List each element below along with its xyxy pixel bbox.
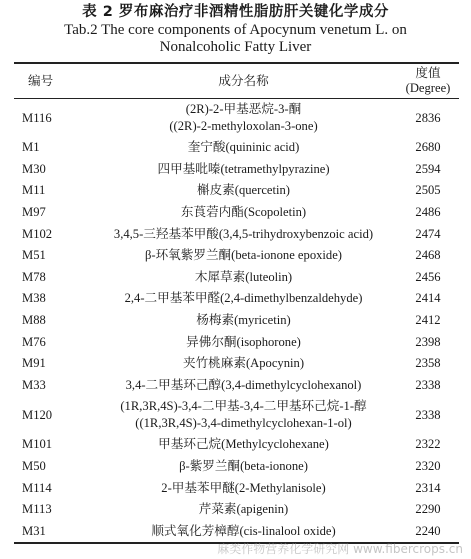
cell-id: M114 (22, 480, 52, 495)
table-title-en-line2: Nonalcoholic Fatty Liver (159, 39, 312, 55)
cell-name-line: 顺式氧化芳樟醇(cis-linalool oxide) (151, 523, 336, 538)
cell-id: M76 (22, 334, 46, 349)
components-table (14, 62, 459, 544)
cell-name-line: 夹竹桃麻素(Apocynin) (182, 356, 305, 371)
cell-id: M88 (22, 313, 46, 328)
cell-id: M120 (22, 407, 53, 422)
table-row (14, 331, 459, 353)
cell-name-line: β-环氧紫罗兰酮(beta-ionone epoxide) (144, 248, 342, 263)
cell-name-line: 奎宁酸(quininic acid) (187, 140, 300, 155)
cell-degree: 2456 (415, 269, 441, 284)
cell-name-line: 甲基环己烷(Methylcyclohexane) (158, 437, 329, 452)
cell-id: M38 (22, 291, 46, 306)
cell-degree: 2320 (415, 459, 441, 474)
cell-name-line: β-紫罗兰酮(beta-ionone) (179, 459, 308, 474)
table-body (14, 99, 459, 544)
table-title-en-line1: Tab.2 The core components of Apocynum venetum L. on (64, 22, 407, 38)
cell-name-line: 东莨菪内酯(Scopoletin) (180, 205, 307, 220)
cell-name (90, 202, 397, 224)
cell-id: M11 (22, 183, 46, 198)
cell-degree: 2414 (415, 291, 441, 306)
header-degree-cn: 度值 (415, 66, 441, 80)
cell-name-line: 异佛尔酮(isophorone) (186, 334, 301, 349)
cell-id: M78 (22, 269, 46, 284)
cell-name (90, 456, 397, 478)
cell-name (90, 434, 397, 456)
table-row (14, 180, 459, 202)
cell-name (90, 159, 397, 181)
table-row (14, 310, 459, 332)
cell-name-line: 2,4-二甲基苯甲醛(2,4-dimethylbenzaldehyde) (124, 291, 363, 306)
cell-name-line: (2R)-2-甲基恶烷-3-酮 (185, 102, 302, 116)
table-row (14, 477, 459, 499)
cell-name (90, 375, 397, 397)
cell-degree: 2486 (415, 205, 441, 220)
cell-name-line: 杨梅素(myricetin) (196, 313, 291, 328)
table-row (14, 99, 459, 138)
cell-degree: 2290 (415, 502, 441, 517)
cell-degree: 2836 (415, 110, 441, 125)
table-row (14, 245, 459, 267)
cell-name-line: ((1R,3R,4S)-3,4-dimethylcyclohexan-1-ol) (135, 416, 352, 431)
cell-id: M91 (22, 356, 46, 371)
cell-degree: 2412 (415, 313, 441, 328)
cell-id: M51 (22, 248, 46, 263)
table-row (14, 267, 459, 289)
table-row (14, 159, 459, 181)
cell-id: M30 (22, 161, 46, 176)
table-row (14, 353, 459, 375)
cell-name (90, 180, 397, 202)
table-row (14, 456, 459, 478)
cell-id: M101 (22, 437, 53, 452)
table-header-row (14, 63, 459, 99)
table-row (14, 396, 459, 434)
cell-degree: 2240 (415, 523, 441, 538)
cell-name-line: ((2R)-2-methyloxolan-3-one) (169, 119, 318, 133)
cell-degree: 2338 (415, 407, 441, 422)
table-row (14, 375, 459, 397)
cell-name-line: 槲皮素(quercetin) (196, 183, 291, 198)
table-row (14, 288, 459, 310)
cell-name (90, 310, 397, 332)
cell-id: M116 (22, 110, 52, 125)
cell-name (90, 99, 397, 138)
cell-id: M31 (22, 523, 46, 538)
cell-degree: 2338 (415, 377, 441, 392)
cell-name-line: 四甲基吡嗪(tetramethylpyrazine) (157, 161, 330, 176)
watermark: 麻类作物营养化学研究网 www.fibercrops.cn (217, 542, 463, 556)
cell-degree: 2680 (415, 140, 441, 155)
cell-name-line: 芹菜素(apigenin) (198, 502, 289, 517)
cell-name-line: 木犀草素(luteolin) (194, 269, 293, 284)
cell-id: M50 (22, 459, 46, 474)
cell-name (90, 137, 397, 159)
cell-id: M97 (22, 205, 46, 220)
header-degree (397, 63, 459, 99)
table-title-en (0, 22, 471, 56)
cell-degree: 2505 (415, 183, 441, 198)
table-row (14, 223, 459, 245)
cell-degree: 2358 (415, 356, 441, 371)
cell-id: M102 (22, 226, 53, 241)
cell-name-line: 3,4,5-三羟基苯甲酸(3,4,5-trihydroxybenzoic acid) (113, 226, 374, 241)
table-row (14, 434, 459, 456)
cell-degree: 2594 (415, 161, 441, 176)
cell-id: M33 (22, 377, 46, 392)
header-degree-en: (Degree) (405, 81, 451, 95)
cell-name (90, 288, 397, 310)
table-row (14, 499, 459, 521)
cell-id: M1 (22, 140, 40, 155)
cell-degree: 2468 (415, 248, 441, 263)
document-page (0, 0, 471, 56)
table-row (14, 202, 459, 224)
cell-name-line: (1R,3R,4S)-3,4-二甲基-3,4-二甲基环己烷-1-醇 (120, 399, 367, 414)
cell-name (90, 331, 397, 353)
cell-id: M113 (22, 502, 52, 517)
cell-name (90, 477, 397, 499)
cell-name (90, 353, 397, 375)
cell-name (90, 223, 397, 245)
cell-name-line: 2-甲基苯甲醚(2-Methylanisole) (161, 480, 326, 495)
cell-degree: 2322 (415, 437, 441, 452)
cell-degree: 2398 (415, 334, 441, 349)
table-row (14, 137, 459, 159)
cell-name (90, 267, 397, 289)
cell-degree: 2314 (415, 480, 441, 495)
header-name: 成分名称 (218, 73, 269, 88)
cell-name (90, 499, 397, 521)
cell-name (90, 396, 397, 434)
header-id: 编号 (28, 73, 54, 88)
cell-degree: 2474 (415, 226, 441, 241)
cell-name-line: 3,4-二甲基环己醇(3,4-dimethylcyclohexanol) (125, 377, 362, 392)
table-title-cn: 表 2 罗布麻治疗非酒精性脂肪肝关键化学成分 (82, 4, 389, 20)
cell-name (90, 245, 397, 267)
